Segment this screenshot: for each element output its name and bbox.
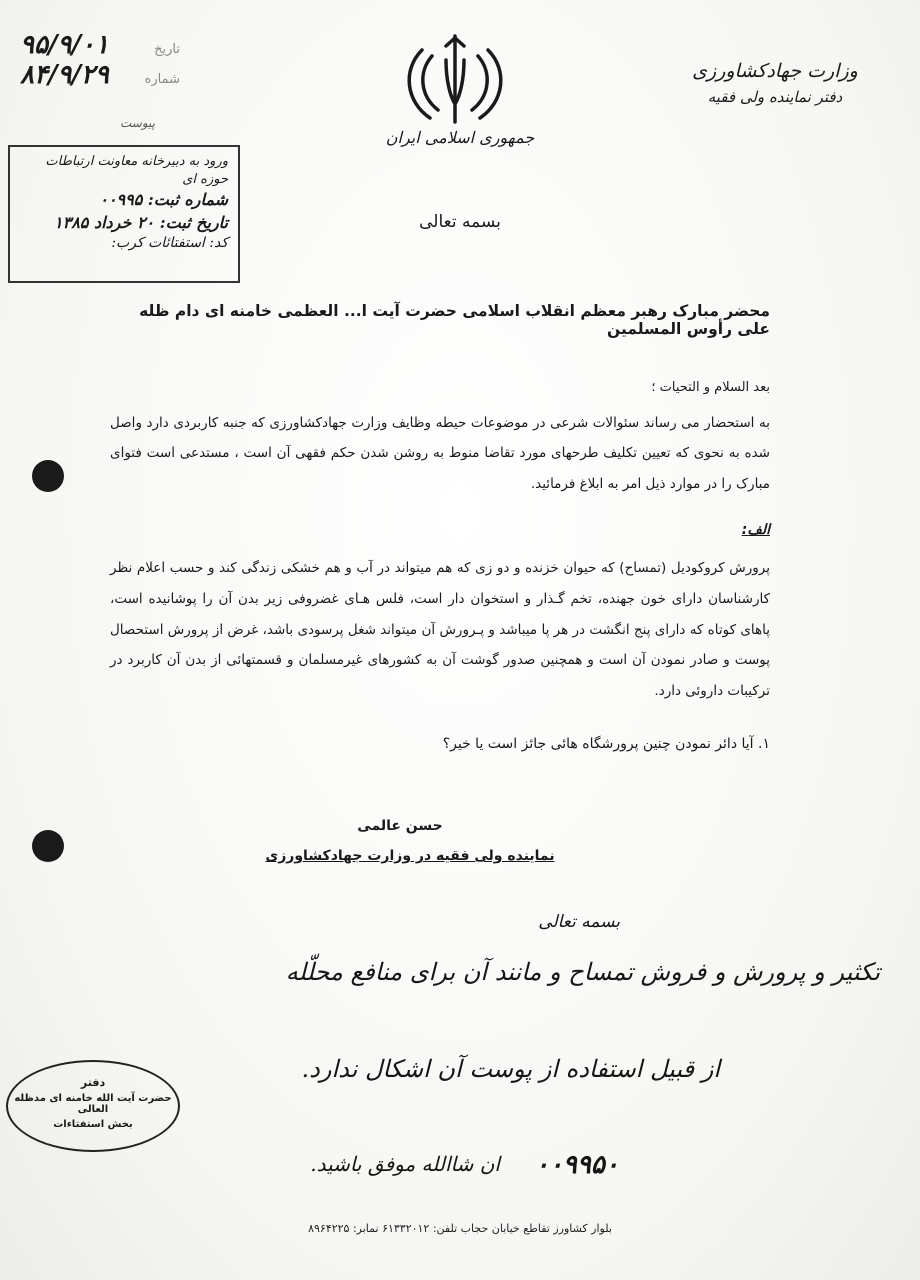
republic-name: جمهوری اسلامی ایران bbox=[385, 128, 535, 147]
reply-closing: ان شاالله موفق باشید. bbox=[310, 1152, 500, 1176]
signer-name: حسن عالمی bbox=[357, 818, 443, 834]
office-seal bbox=[6, 1060, 180, 1152]
ministry-name: وزارت جهادکشاورزی bbox=[692, 60, 858, 82]
date-row bbox=[20, 30, 180, 60]
punch-hole bbox=[32, 460, 64, 492]
number-row bbox=[20, 60, 180, 90]
seal-line-2: بخش استفتاءات bbox=[53, 1119, 133, 1130]
salutation: محضر مبارک رهبر معظم انقلاب اسلامی حضرت آیت ا... العظمی خامنه ای دام ظله علی رأوس المسلمین bbox=[139, 302, 770, 338]
office-name: دفتر نماینده ولی فقیه bbox=[707, 88, 843, 106]
date-label: تاریخ bbox=[154, 42, 180, 57]
reply-number: ۰۰۹۹۵۰ bbox=[535, 1150, 619, 1180]
section-label: الف: bbox=[741, 522, 770, 538]
stamp-line-3: تاریخ ثبت: ۲۰ خرداد ۱۳۸۵ bbox=[54, 212, 228, 232]
iran-emblem-icon bbox=[400, 30, 510, 130]
seal-title: دفتر bbox=[80, 1076, 106, 1089]
seal-line-1: حضرت آیت الله خامنه ای مدظله العالی bbox=[14, 1093, 172, 1115]
attachment-label: پیوست bbox=[120, 116, 155, 130]
ministry-header bbox=[670, 60, 880, 106]
question-item: ۱. آیا دائر نمودن چنین پرورشگاه هائی جائز است یا خیر؟ bbox=[442, 736, 770, 752]
paragraph-1: به استحضار می رساند سئوالات شرعی در موضوعات حیطه وظایف وزارت جهادکشاورزی که جنبه کاربردی دارد واصل شده به نحوی که تعیین تکلیف طرحهای مورد تقاضا منوط به روشن شدن حکم فقهی آن است ، مستدعی است فتوای مبارک را در موارد ذیل امر به ابلاغ فرمائید. bbox=[110, 415, 770, 492]
paragraph-2: پرورش کروکودیل (تمساح) که حیوان خزنده و دو زی که هم میتواند در آب و هم خشکی زندگی کند و حسب اعلام نظر کارشناسان دارای خون جهنده، تخم گـذار و استخوان دار است، فلس هـای غضروفی زیر بدن آن را پوشانیده است، پاهای کوتاه که دارای پنج انگشت در هر پا میباشد و پـرورش آن میتواند شغل پرسودی باشد، غرض از پرورش استحصال پوست و صادر نمودن آن است و همچنین صدور گوشت آن به کشورهای غیرمسلمان و قسمتهائی از بدن آن کاربرد در ترکیبات داروئی دارد. bbox=[110, 560, 770, 700]
punch-hole bbox=[32, 830, 64, 862]
reply-line-2: از قبیل استفاده از پوست آن اشکال ندارد. bbox=[301, 1055, 720, 1083]
reply-bismihi: بسمه تعالی bbox=[538, 912, 620, 932]
reply-line-1: تکثیر و پرورش و فروش تمساح و مانند آن برای منافع محلّله bbox=[285, 958, 880, 986]
greeting: بعد السلام و التحیات ؛ bbox=[651, 380, 770, 395]
stamp-line-2: شماره ثبت: ۰۰۹۹۵ bbox=[99, 190, 228, 210]
date-value: ۹۵/۹/۰۱ bbox=[20, 30, 109, 60]
signer-title: نماینده ولی فقیه در وزارت جهادکشاورزی bbox=[265, 848, 555, 864]
number-value: ۸۴/۹/۲۹ bbox=[20, 60, 109, 90]
basmala: بسمه تعالی bbox=[419, 212, 501, 232]
number-label: شماره bbox=[144, 72, 180, 87]
date-number-block bbox=[20, 30, 180, 90]
stamp-line-1: ورود به دبیرخانه معاونت ارتباطات حوزه ای bbox=[45, 154, 228, 188]
footer-address: بلوار کشاورز تقاطع خیابان حجاب تلفن: ۶۱۳۳۲۰۱۲ نمابر: ۸۹۶۴۲۲۵ bbox=[308, 1222, 612, 1235]
stamp-line-4: کد: استفتائات کرب: bbox=[111, 235, 228, 252]
